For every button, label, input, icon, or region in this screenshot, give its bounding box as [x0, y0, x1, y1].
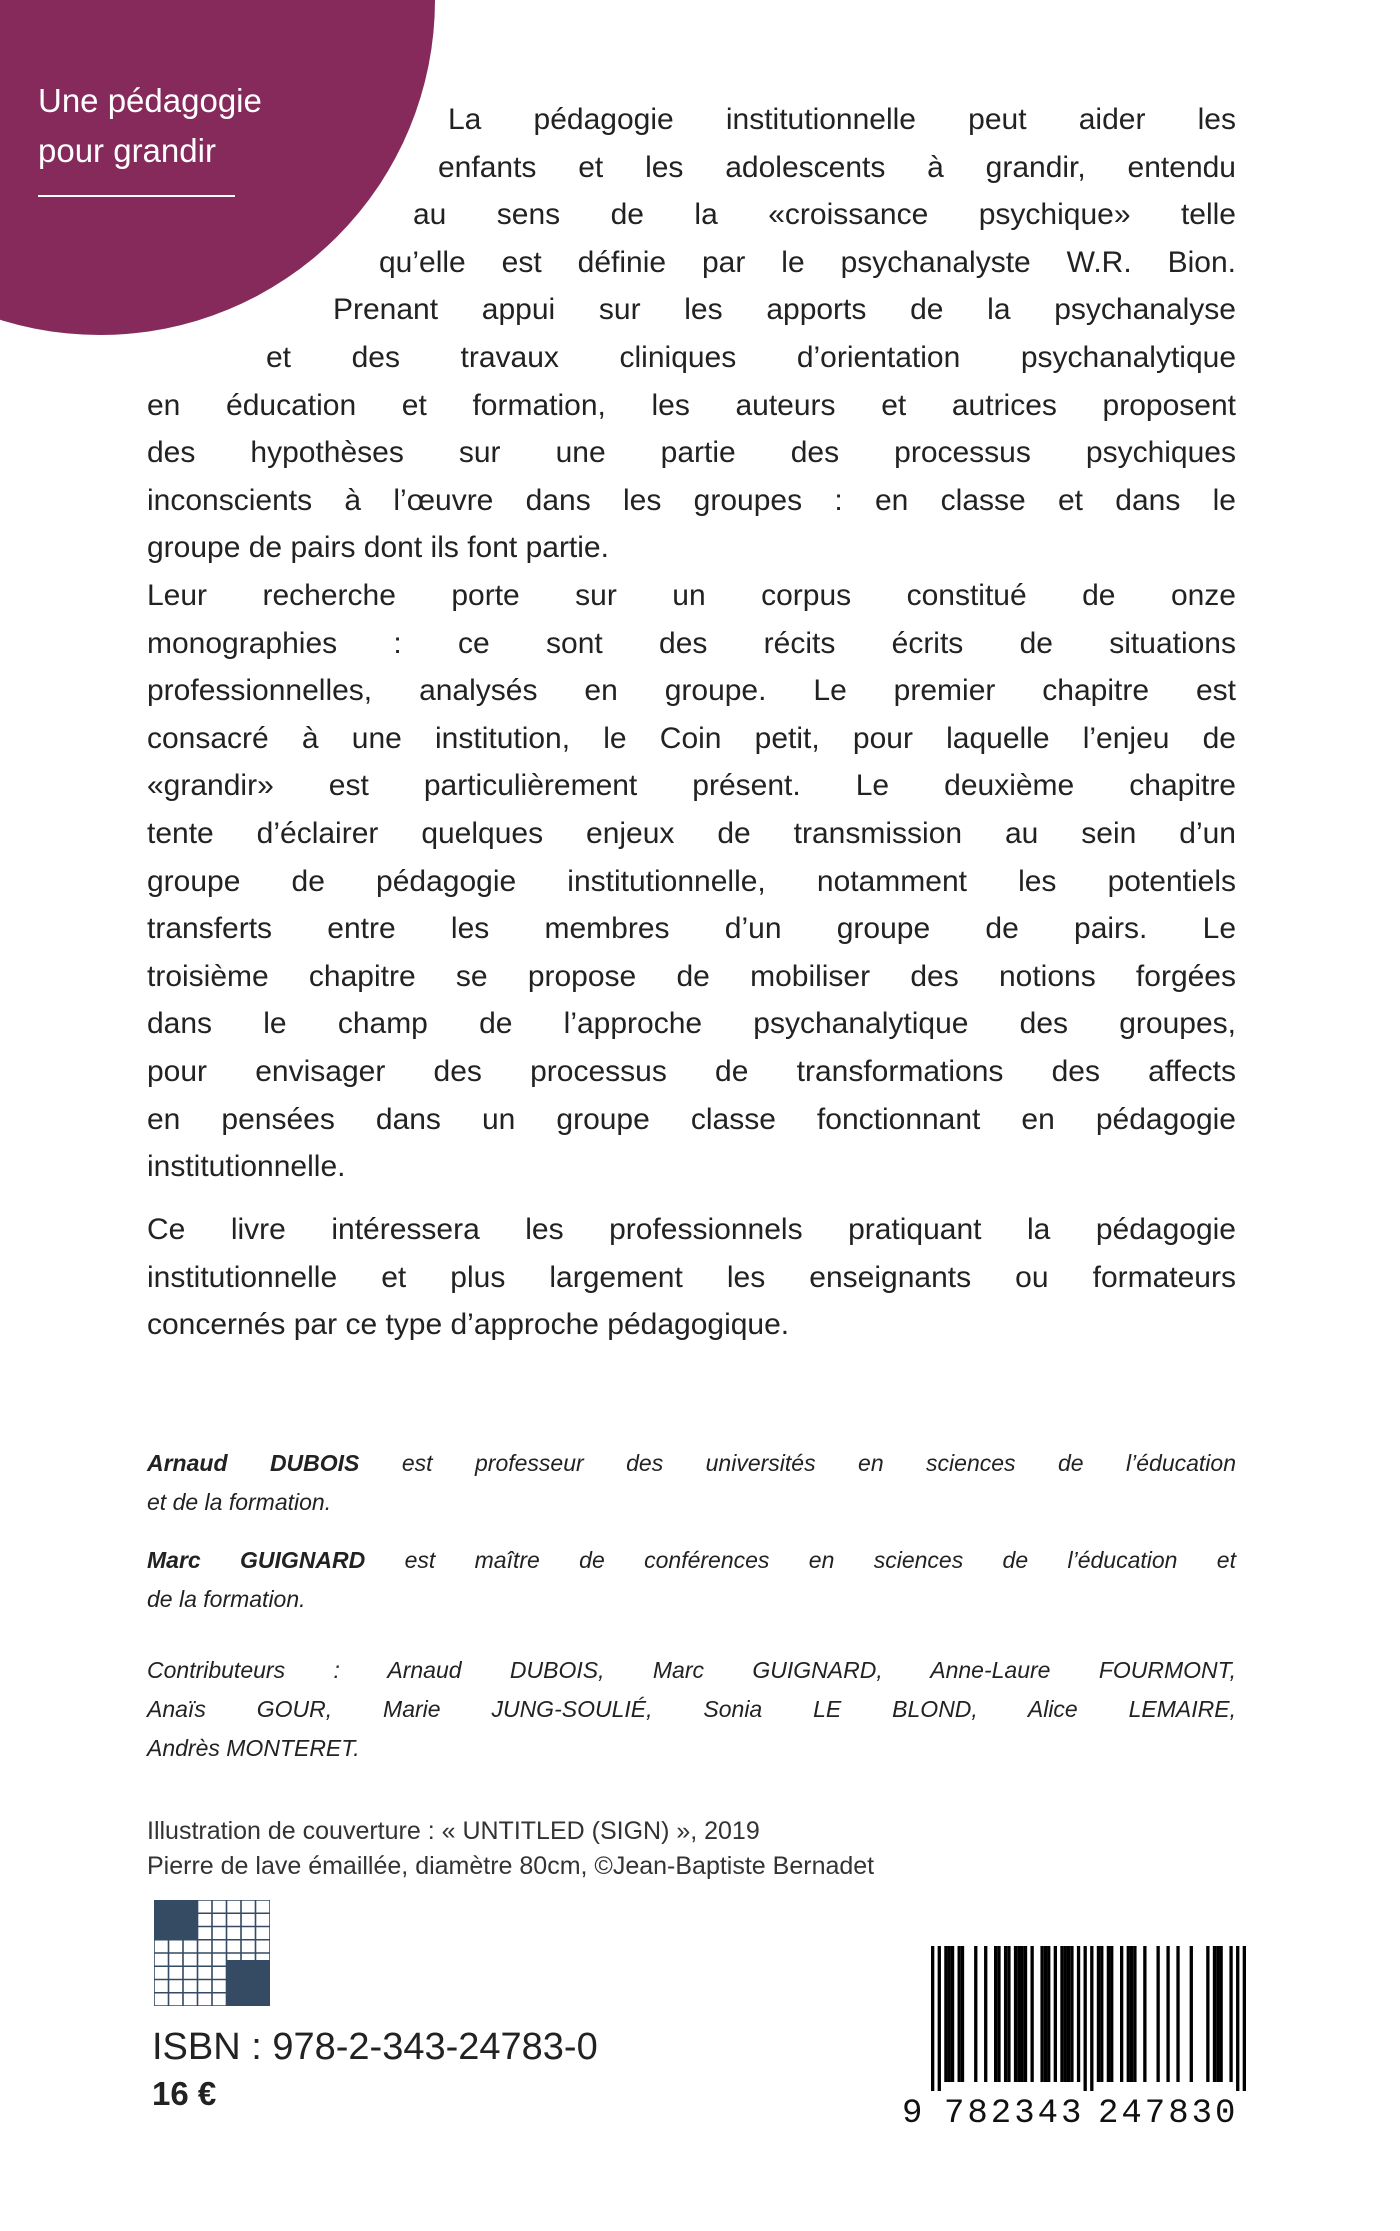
barcode-bar [984, 1946, 987, 2082]
barcode-bar [1133, 1946, 1136, 2082]
blurb-line: Ce livre intéressera les professionnels pratiquant la pédagogie [147, 1213, 1236, 1246]
barcode-bar [1097, 1946, 1100, 2082]
barcode-bar [1243, 1946, 1246, 2091]
barcode-bar [1017, 1946, 1020, 2082]
contributors-line3: Andrès MONTERET. [147, 1735, 360, 1761]
series-title-line1: Une pédagogie [38, 82, 262, 119]
barcode-bar [1077, 1946, 1080, 2082]
blurb-line: troisième chapitre se propose de mobiliser des notions forgées [147, 959, 1236, 993]
barcode-bar [1110, 1946, 1113, 2082]
cover-credit-line2: Pierre de lave émaillée, diamètre 80cm, ©Jean-Baptiste Bernadet [147, 1852, 875, 1880]
barcode-bar [938, 1946, 941, 2091]
series-underline [38, 195, 235, 197]
barcode-bar [1040, 1946, 1043, 2082]
barcode-bar [1067, 1946, 1070, 2082]
author-bio-text: est professeur des universités en sciences de l’éducation [359, 1450, 1236, 1476]
blurb-line: La pédagogie institutionnelle peut aider les [448, 103, 1236, 136]
publisher-logo-grid-icon [154, 1900, 270, 2006]
author-bio-1-line2: et de la formation. [147, 1489, 332, 1515]
barcode-bar [1014, 1946, 1017, 2082]
barcode-bar [1143, 1946, 1146, 2082]
barcode-bar [1213, 1946, 1216, 2082]
blurb-line: en éducation et formation, les auteurs et autrices proposent [147, 388, 1236, 422]
author-name: Arnaud DUBOIS [147, 1450, 360, 1476]
barcode-bar [1107, 1946, 1110, 2082]
barcode-bar [1229, 1946, 1232, 2082]
barcode-bar [1120, 1946, 1123, 2082]
blurb-line: inconscients à l’œuvre dans les groupes : en classe et dans le [147, 483, 1236, 517]
barcode-bar [1100, 1946, 1103, 2082]
barcode-icon [931, 1946, 1246, 2091]
barcode-bar [1047, 1946, 1050, 2082]
blurb-line: tente d’éclairer quelques enjeux de transmission au sein d’un [147, 817, 1236, 850]
blurb-line: «grandir» est particulièrement présent. Le deuxième chapitre [147, 769, 1236, 803]
barcode-digits-left: 782343 [944, 2095, 1085, 2133]
barcode-bar [997, 1946, 1000, 2082]
barcode-digit-first: 9 [902, 2095, 923, 2133]
barcode-bar [1166, 1946, 1169, 2082]
barcode-bar [1206, 1946, 1209, 2082]
contributors-line1: Contributeurs : Arnaud DUBOIS, Marc GUIGNARD, Anne-Laure FOURMONT, [147, 1657, 1236, 1683]
author-bio-2-line2: de la formation. [147, 1586, 306, 1612]
barcode-bar [1090, 1946, 1093, 2091]
barcode-bar [1156, 1946, 1159, 2082]
barcode-bar [1070, 1946, 1073, 2082]
blurb-line: et des travaux cliniques d’orientation psychanalytique [266, 341, 1236, 374]
barcode-bar [1216, 1946, 1219, 2082]
blurb-line: groupe de pédagogie institutionnelle, notamment les potentiels [147, 864, 1236, 898]
contributors-line2: Anaïs GOUR, Marie JUNG-SOULIÉ, Sonia LE BLOND, Alice LEMAIRE, [147, 1696, 1236, 1722]
barcode-bar [1044, 1946, 1047, 2082]
barcode-bar [1130, 1946, 1133, 2082]
barcode-bar [951, 1946, 954, 2082]
blurb-line: dans le champ de l’approche psychanalytique des groupes, [147, 1007, 1236, 1041]
barcode-bar [1127, 1946, 1130, 2082]
blurb-line: institutionnelle. [147, 1150, 346, 1184]
barcode-digits-right: 247830 [1098, 2095, 1239, 2133]
author-bio-1-line1 [147, 1444, 1236, 1483]
barcode-bar [1236, 1946, 1239, 2091]
blurb-line: enfants et les adolescents à grandir, entendu [438, 150, 1236, 184]
blurb-line: Prenant appui sur les apports de la psychanalyse [333, 293, 1236, 327]
author-bio-text: est maître de conférences en sciences de l’éducation et [365, 1547, 1236, 1573]
barcode-bar [1021, 1946, 1024, 2082]
blurb-line: consacré à une institution, le Coin petit, pour laquelle l’enjeu de [147, 721, 1236, 755]
blurb-line: transferts entre les membres d’un groupe de pairs. Le [147, 912, 1236, 946]
barcode-bar [1064, 1946, 1067, 2082]
author-name: Marc GUIGNARD [147, 1547, 366, 1573]
blurb-line: des hypothèses sur une partie des processus psychiques [147, 436, 1236, 470]
barcode-bar [958, 1946, 961, 2082]
barcode-bar [944, 1946, 947, 2082]
barcode-bar [1190, 1946, 1193, 2082]
barcode-bar [931, 1946, 934, 2091]
barcode-bar [1024, 1946, 1027, 2082]
barcode-bar [1030, 1946, 1033, 2082]
barcode-bar [1084, 1946, 1087, 2091]
blurb-line: qu’elle est définie par le psychanalyste W.R. Bion. [379, 245, 1236, 279]
blurb-line: Leur recherche porte sur un corpus constitué de onze [147, 579, 1236, 612]
barcode-bar [1054, 1946, 1057, 2082]
barcode-bar [1219, 1946, 1222, 2082]
blurb-line: pour envisager des processus de transformations des affects [147, 1055, 1236, 1088]
barcode-bar [1004, 1946, 1007, 2082]
blurb-line: professionnelles, analysés en groupe. Le premier chapitre est [147, 674, 1236, 708]
price-text: 16 € [152, 2075, 217, 2112]
blurb-line: concernés par ce type d’approche pédagogique. [147, 1308, 790, 1342]
series-title-line2: pour grandir [38, 132, 216, 169]
barcode-bar [961, 1946, 964, 2082]
barcode-bar [1060, 1946, 1063, 2082]
barcode-bar [948, 1946, 951, 2082]
blurb-line: en pensées dans un groupe classe fonctionnant en pédagogie [147, 1102, 1236, 1136]
barcode-bar [994, 1946, 997, 2082]
barcode-bar [1176, 1946, 1179, 2082]
blurb-line: monographies : ce sont des récits écrits de situations [147, 626, 1236, 660]
blurb-line: au sens de la «croissance psychique» telle [413, 198, 1236, 232]
cover-credit-line1: Illustration de couverture : « UNTITLED (SIGN) », 2019 [147, 1817, 760, 1845]
author-bio-2-line1 [147, 1541, 1236, 1580]
barcode-bar [1007, 1946, 1010, 2082]
blurb-line: institutionnelle et plus largement les enseignants ou formateurs [147, 1260, 1236, 1294]
isbn-text: ISBN : 978-2-343-24783-0 [152, 2026, 598, 2068]
barcode-bar [974, 1946, 977, 2082]
blurb-line: groupe de pairs dont ils font partie. [147, 531, 609, 565]
